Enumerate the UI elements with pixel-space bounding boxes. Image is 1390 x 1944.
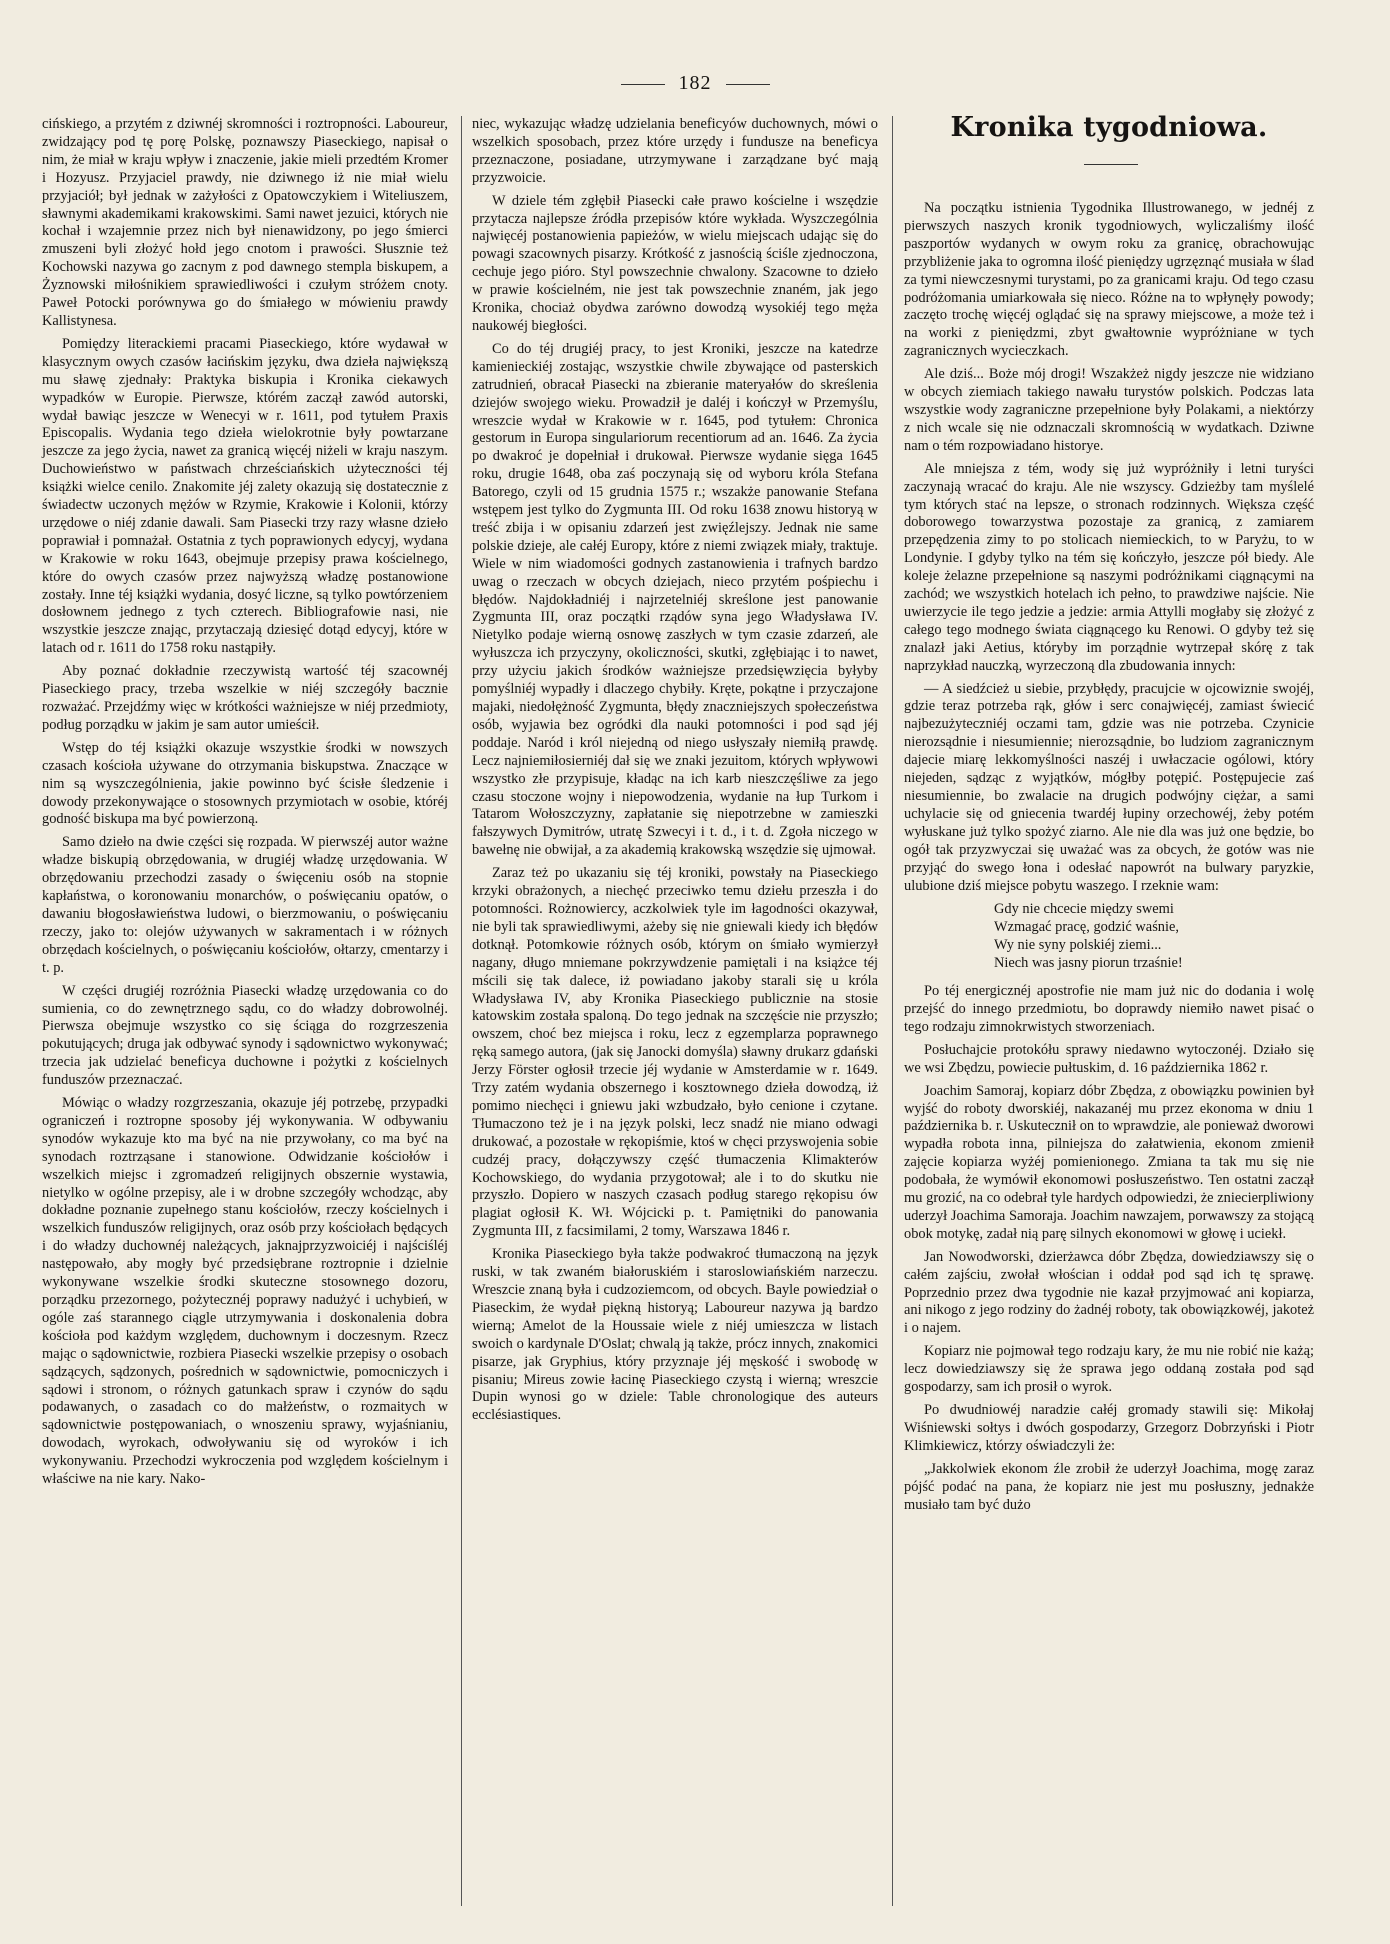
poem-line: Niech was jasny piorun trzaśnie!: [994, 955, 1183, 972]
paragraph: Jan Nowodworski, dzierżawca dóbr Zbędza, dowiedziawszy się o całém zajściu, zwołał włościan i oddał pod sąd ich tę sprawę. Poprzednio przez dwa tygodnie nie kazał przyjmować ani kopiarza, ani nikogo z jego rodziny do żadnéj roboty, tak obowiązkowéj, jakoteż i o najem.: [904, 1248, 1314, 1337]
column-divider-2: [892, 116, 893, 1906]
paragraph: Posłuchajcie protokółu sprawy niedawno wytoczonéj. Działo się we wsi Zbędzu, powiecie pułtuskim, d. 16 października 1862 r.: [904, 1041, 1314, 1076]
paragraph: Mówiąc o władzy rozgrzeszania, okazuje jéj potrzebę, przypadki ograniczeń i roztropne sposoby jéj wykonywania. W odbywaniu synodów wykazuje kto ma być na nie przywołany, co ma być na synodach roztrząsane i stanowione. Odwidzanie kościołów i wszelkich miejsc i zgromadzeń religijnych obszernie wystawia, nietylko w ogólne przepisy, ale i w drobne szczegóły wchodząc, aby dokładne poznanie zupełnego stanu kościołów, rzeczy kościelnych i wszelkich funduszów religijnych, oraz osób przy kościołach będących i do władzy duchownéj należących, jaknajprzyzwoiciéj i najściśléj następowało, aby mogły być przedsiębrane roztropnie i dzielnie wykonywane wszelkie środki skuteczne stosownego dozoru, porządku przezornego, pożytecznéj poprawy nadużyć i uchybień, w ogóle zaś starannego ciągle utrzymywania i doskonalenia dobra kościoła pod każdym względem, duchownym i doczesnym. Rzecz mając o sądownictwie, rozbiera Piasecki wszelkie przepisy o osobach sądzących, sądzonych, pośrednich w sądownictwie, pomocniczych i sądowi i stronom, o różnych gatunkach spraw i czynów do sądu podawanych, o zasadach co do małżeństw, o rozmaitych w sądownictwie postępowaniach, o wnoszeniu sprawy, wyjaśnianiu, dowodach, wyrokach, odwoływaniu się od wyroków i ich wykonywaniu. Przechodzi wykroczenia pod względem kościelnym i właściwe na nie kary. Nako-: [42, 1095, 448, 1488]
paragraph: Wstęp do téj książki okazuje wszystkie środki w nowszych czasach kościoła używane do otrzymania biskupstwa. Znaczące w nim są wyszczególnienia, jakie powinno być ścisłe śledzenie i dowody przekonywające o stosownych przymiotach w osobie, któréj godność biskupa ma być powierzoną.: [42, 739, 448, 828]
paragraph: Zaraz też po ukazaniu się téj kroniki, powstały na Piaseckiego krzyki obrażonych, a niechęć przeciwko temu dziełu przeszła i do potomności. Rożnowiercy, aczkolwiek tyle im łagodności okazywał, nie byli tak sprawiedliwymi, ażeby się nie gniewali kiedy ich błędów dotknął. Potomkowie różnych osób, którym on śmiało wymierzył nagany, długo mniemane pokrzywdzenie pamiętali i na książce téj mścili się tak dalece, iż powiadano jakoby starali się u króla Władysława IV, aby Kronika Piaseckiego publicznie na stosie katowskim została spaloną. Do tego jednak na szczęście nie przyszło; owszem, choć bez miejsca i roku, lecz z egzemplarza poprawnego ręką samego autora, (jak się Janocki domyśla) sławny drukarz gdański Jerzy Förster ogłosił trzecie jéj wydanie w Amsterdamie w r. 1649. Trzy zatém wydania obszernego i kosztownego dzieła dowodzą, iż pomimo niechęci i gniewu jaki wzbudzało, było cenione i czytane. Tłumaczono też je i na język polski, lecz snadź nie miano odwagi drukować, a pozostałe w rękopiśmie, ktoś w chęci przyswojenia sobie cudzéj pracy, dołączywszy część tłumaczenia Klimakterów Kochowskiego, do wydania przygotował; ale i to do skutku nie przyszło. Dopiero w naszych czasach podług starego rękopisu ów plagiat ogłosił K. Wł. Wójcicki p. t. Pamiętniki do panowania Zygmunta III, z facsimilami, 2 tomy, Warszawa 1846 r.: [472, 865, 879, 1240]
paragraph: Na początku istnienia Tygodnika Illustrowanego, w jednéj z pierwszych naszych kronik tygodniowych, wyliczaliśmy ilość paszportów wydanych w owym roku za granicę, obrachowując przybliżenie jaka to ogromna ilość pieniędzy ugrzęznąć musiała w ślad za tymi niewczesnymi turystami, po za granicami kraju. Od tego czasu podróżomania umiarkowała się nieco. Różne na to wpłynęły powody; zaczęto trochę więcéj oglądać się na sprawy miejscowe, a może też i na worki z pieniędzmi, zbyt gwałtownie wypróżniane w tych zagranicznych wycieczkach.: [904, 200, 1314, 360]
paragraph: Ale dziś... Boże mój drogi! Wszakżeż nigdy jeszcze nie widziano w obcych ziemiach takiego nawału turystów polskich. Podczas lata wszystkie wody zagraniczne przepełnione były Polakami, a niektórzy z nich wcale się nie odznaczali skromnością w wydatkach. Dziwne nam o tém rozpowiadano historye.: [904, 366, 1314, 454]
page-number-header: [0, 72, 1390, 95]
poem-line: Gdy nie chcecie między swemi: [994, 901, 1174, 918]
poem-line: Wy nie syny polskiéj ziemi...: [994, 937, 1162, 954]
paragraph: — A siedźcież u siebie, przybłędy, pracujcie w ojcowiznie swojéj, gdzie teraz potrzeba rąk, głów i serc conajwięcéj, zamiast świecić najbezużyteczniéj oczami tam, gdzie was nie potrzeba. Czynicie nierozsądnie i niesumiennie; nierozsądnie, bo ludziom zagranicznym dajecie miarę lekkomyślności naszéj i uwłaczacie ogólowi, który niejeden, sądząc z wyjątków, mógłby potępić. Postępujecie zaś niesumiennie, bo zwalacie na drugich podwójny ciężar, a sami uchylacie się od gniecenia twardéj łupiny orzechowéj, żeby potém wyłuskane już tylko spożyć ziarno. Ale nie dla was już one będzie, bo ogół tak przyzwyczai się uważać was za obcych, że gotów was nie przyjąć do swego łona i odesłać napowrót na bulwary paryzkie, ulubione dziś miejsce pobytu waszego. I rzeknie wam:: [904, 680, 1314, 894]
poem-line: Wzmagać pracę, godzić waśnie,: [994, 919, 1179, 936]
paragraph: Kronika Piaseckiego była także podwakroć tłumaczoną na język ruski, w tak zwaném białoruskiém i staroslowiańskiém narzeczu. Wreszcie znaną była i cudzoziemcom, od obcych. Bayle powiedział o Piaseckim, że wydał piękną historyą; Laboureur nazywa ją bardzo wierną; Amelot de la Houssaie wiele z niéj umieszcza w listach swoich o kardynale D'Oslat; chwalą ją także, prócz innych, znakomici pisarze, jak Gryphius, który przyznaje jéj męskość i swobodę w pisaniu; Mireus zowie łacinę Piaseckiego czystą i wierną; wreszcie Dupin wynosi go w dziele: Table chronologique des auteurs ecclésiastiques.: [472, 1246, 878, 1424]
paragraph: Kopiarz nie pojmował tego rodzaju kary, że mu nie robić nie każą; lecz dowiedziawszy się że sprawa jego oddaną została pod sąd gospodarzy, sam ich prosił o wyrok.: [904, 1343, 1314, 1396]
paragraph: Co do téj drugiéj pracy, to jest Kroniki, jeszcze na katedrze kamienieckiéj zostając, wszystkie chwile zbywające od pasterskich zatrudnień, obracał Piasecki na zbieranie materyałów do skreślenia dziejów swojego wieku. Prowadził je daléj i kończył w Przemyślu, wreszcie wydał w Krakowie w r. 1645, pod tytułem: Chronica gestorum in Europa singulariorum recentiorum ad an. 1646. Za życia po dwakroć je dopełniał i drukował. Pierwsze wydanie sięga 1645 roku, drugie 1648, oba zaś poczynają się od wyboru króla Stefana Batorego, czyli od 15 grudnia 1575 r.; wszakże panowanie Stefana wstępem jest tylko do Zygmunta III. Od roku 1638 znowu historyą w treść zbija i w opisaniu zdarzeń jest zwięźlejszy. Jednak nie same polskie dzieje, ale całéj Europy, które z niemi związek miały, traktuje. Wiele w nim wiadomości godnych zastanowienia i trafnych bardzo uwag o rzeczach w obcych dziejach, nieco przytém pośpiechu i błędów. Najdokładniéj i najrzetelniéj skreślone jest panowanie Zygmunta III, oraz początki rządów syna jego Władysława IV. Nietylko podaje wierną osnowę zaszłych w tym czasie zdarzeń, ale wyłuszcza ich przyczyny, okoliczności, skutki, zgłębiając i to nawet, przy użyciu jakich środków ważniejsze przedsięwzięcia byłyby pomyślniéj wypadły i dlaczego chybiły. Kręte, pokątne i przyczajone majaki, niedołężność Zygmunta, błędy znaczniejszych społeczeństwa osób, wyjawia bez ogródki dla nauki potomności i pod sąd jéj poddaje. Naród i król niejedną od niego usłyszały niemiłą prawdę. Lecz najniemiłosierniéj dał się we znaki jezuitom, których wpływowi wszystko złe przypisuje, kładąc na ich karb nieszczęśliwe za jego czasu stoczone wojny i niepowodzenia, wydanie na łup Turkom i Tatarom Wołoszczyzny, zapłatanie się niepotrzebne w zamieszki fałszywych Dymitrów, utratę Szwecyi i t. d., i t. d. Zgoła niczego w bawełnę nie obwijał, a za akademią krakowską wszędzie się ujmował.: [472, 340, 878, 859]
header-rule-right: [726, 84, 770, 85]
paragraph: Aby poznać dokładnie rzeczywistą wartość téj szacownéj Piaseckiego pracy, trzeba wszelkie w niéj szczegóły bacznie rozważać. Przejdźmy więc w krótkości ważniejsze w niéj przedmioty, podług porządku w jakim je sam autor umieścił.: [42, 663, 448, 733]
paragraph: W dziele tém zgłębił Piasecki całe prawo kościelne i wszędzie przytacza najlepsze źródła przepisów które wykłada. Wyszczególnia najwięcéj postanowienia papieżów, w wielu miejscach udając się do powagi szacownych pisarzy. Krótkość z jasnością ściśle zjednoczona, cechuje jego pióro. Styl powszechnie chwalony. Szacowne to dzieło w prawie kościelném, nie jest tak powszechnie znaném, jak jego Kronika, chociaż obydwa zarówno dowodzą wysokiéj tego męża naukowéj biegłości.: [472, 192, 878, 334]
paragraph: Po téj energicznéj apostrofie nie mam już nic do dodania i wolę przejść do innego przedmiotu, bo doprawdy niemiło nawet pisać o tego rodzaju zimnokrwistych stworzeniach.: [904, 983, 1314, 1035]
left-column: [42, 116, 448, 1494]
paragraph: Samo dzieło na dwie części się rozpada. W pierwszéj autor ważne władze biskupią obrzędowania, w drugiéj władzę urzędowania. W obrzędowaniu przechodzi zasady o święceniu osób na stopnie kapłaństwa, o koronowaniu monarchów, o poświęcaniu opatów, o dawaniu błogosławieństwa ludowi, o bierzmowaniu, o poświęcaniu rzeczy, jako to: olejów używanych w sakramentach i w różnych obrzędach kościelnych, o poświęcaniu kościołów, ołtarzy, cmentarzy i t. p.: [42, 834, 448, 976]
column-divider-1: [461, 116, 462, 1906]
poem: [994, 901, 1314, 973]
section-title: Kronika tygodniowa.: [950, 112, 1268, 143]
paragraph: Ale mniejsza z tém, wody się już wypróżniły i letni turyści zaczynają wracać do kraju. Ale nie wszyscy. Gdzieżby tam myślelé tym których stać na lepsze, o stronach rodzinnych. Większa część doborowego towarzystwa pozostaje za granicą, z zamiarem przepędzenia zimy to po stolicach niemieckich, to w Paryżu, to w Londynie. I gdyby tylko na tém się kończyło, jeszcze pół biedy. Ale koleje żelazne przepełnione są naszymi podróżnikami ciągnącymi na zachód; we wszystkich hotelach ich pełno, to prawdziwe najście. Nie uwierzycie ile tego jedzie a jedzie: armia Attylli mogłaby się złożyć z całego tego modnego świata ciągnącego ku Renowi. O gdyby też się znalazł jaki Aetius, któryby im porządnie wytrzepał skórę z tak naprzykład nauczką, wyrzeczoną dla zbudowania innych:: [904, 460, 1314, 674]
title-rule: [1084, 164, 1138, 165]
paragraph: niec, wykazując władzę udzielania beneficyów duchownych, mówi o wszelkich sposobach, przez które urzędy i fundusze na beneficya przeznaczone, posiadane, utrzymywane i zarządzane być mają przyzwoicie.: [472, 116, 878, 186]
paragraph: Joachim Samoraj, kopiarz dóbr Zbędza, z obowiązku powinien był wyjść do roboty dworskiéj, nakazanéj mu przez ekonoma w dniu 1 października b. r. Uskutecznił on to wprawdzie, ale ponieważ dworowi wypadła robota inna, pilniejsza do załatwienia, ekonom zmienił zajęcie kopiarza wyżéj pomienionego. Zmiana ta tak mu się nie podobała, że wymówił ekonomowi posłuszeństwo. Ten ostatni zaczął mu grozić, na co odebrał tyle hardych odpowiedzi, że zniecierpliwiony uderzył Joachima Samoraja. Joachim nawzajem, porwawszy za stojącą obok motykę, zadał nią parę silnych ekonomowi w głowę i uciekł.: [904, 1082, 1314, 1242]
paragraph: cińskiego, a przytém z dziwnéj skromności i roztropności. Laboureur, zwidzający pod tę porę Polskę, poznawszy Piaseckiego, napisał o nim, że miał w kraju wpływ i znaczenie, jakie mieli przedtém Kromer i Hozyusz. Przyjaciel prawdy, nie dziwnego iż nie miał wielu przyjaciół; był jednak w zażyłości z Opatowczykiem i Witeliuszem, sławnymi akademikami krakowskimi. Sami nawet jezuici, których nie kochał i wzajemnie przez nich był nienawidzony, po jego śmierci zmuszeni byli złożyć hołd jego cnotom i prawości. Słusznie też Kochowski nazywa go zacnym z pod dawnego stempla biskupem, a Żyznowski miłośnikiem sprawiedliwości i czułym stróżem cnoty. Paweł Potocki porównywa go do śmiałego w mówieniu prawdy Kallistynesa.: [42, 116, 448, 329]
middle-column: [472, 116, 878, 1430]
header-rule-left: [621, 84, 665, 85]
page-number: 182: [678, 72, 712, 94]
paragraph: Po dwudniowéj naradzie całéj gromady stawili się: Mikołaj Wiśniewski sołtys i dwóch gospodarzy, Grzegorz Dobrzyński i Piotr Klimkiewicz, którzy oświadczyli że:: [904, 1402, 1314, 1454]
right-column: [904, 200, 1314, 1519]
paragraph: Pomiędzy literackiemi pracami Piaseckiego, które wydawał w klasycznym owych czasów łacińskim języku, dwa dzieła największą mu sławę zjednały: Praktyka biskupia i Kronika ciekawych wypadków w Europie. Pierwsze, którém zaczął zawód autorski, wydał bawiąc jeszcze w Wenecyi w r. 1611, pod tytułem Praxis Episcopalis. Wydania tego dzieła wielokrotnie były powtarzane jeszcze za jego życia, nawet za granicą więcéj niżeli w kraju naszym. Duchowieństwo w państwach chrześciańskich użyteczności téj książki wielce cenilo. Znakomite jéj zalety okazują się dostatecznie z świadectw uczonych mężów w Rzymie, Krakowie i Kolonii, którzy urzędowe o niéj zdanie dawali. Sam Piasecki trzy razy własne dzieło poprawiał i pomnażał. Ostatnia z tych poprawionych edycyj, wydana w Krakowie w roku 1643, obejmuje przepisy prawa kościelnego, które do owych czasów przez najwyższą władzę postanowione zostały. Inne téj książki wydania, dosyć liczne, są tylko powtórzeniem dosłownem jednego z tych czterech. Bibliografowie nasi, nie wszystkie jeszcze znając, przytaczają dziesięć dotąd edycyj, które w latach od r. 1611 do 1758 roku nastąpiły.: [42, 335, 448, 657]
paragraph: „Jakkolwiek ekonom źle zrobił że uderzył Joachima, mogę zaraz pójść podać na pana, że kopiarz nie jest mu posłuszny, jednakże musiało tam być dużo: [904, 1460, 1314, 1513]
paragraph: W części drugiéj rozróżnia Piasecki władzę urzędowania co do sumienia, co do zewnętrznego sądu, co do władzy dobrowolnéj. Pierwsza obejmuje wszystko co się ściąga do rozgrzeszenia pokutujących; druga jak odbywać synody i sądownictwo wykonywać; trzecia jak udzielać beneficya duchowne i pożytki z kościelnych funduszów przeznaczać.: [42, 982, 448, 1089]
